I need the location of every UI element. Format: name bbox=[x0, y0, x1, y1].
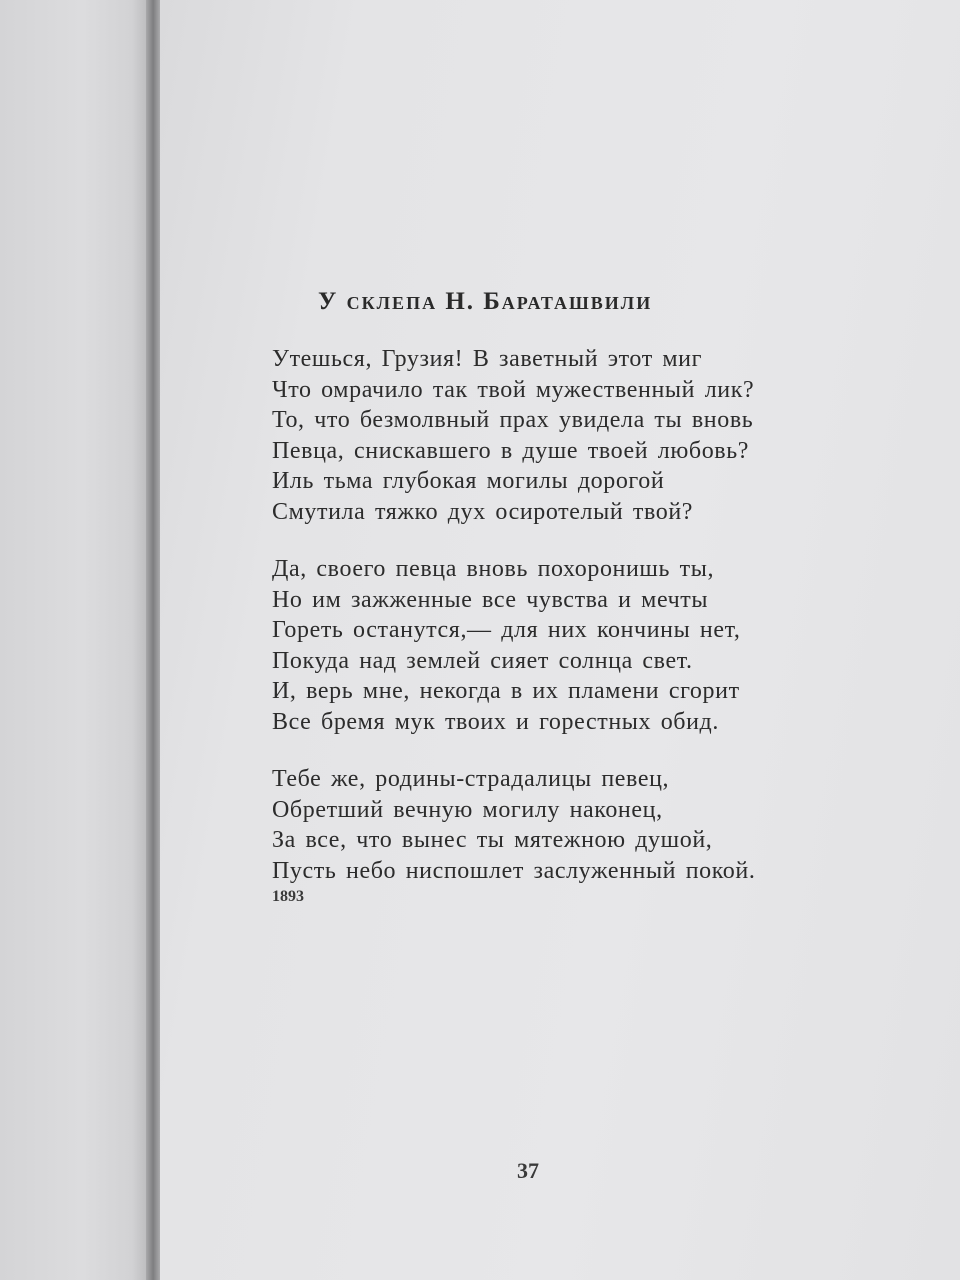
poem-line: За все, что вынес ты мятежною душой, bbox=[272, 827, 713, 854]
stanza-1 bbox=[272, 344, 754, 528]
poem-title: У склепа Н. Бараташвили bbox=[318, 288, 653, 315]
poem-line: Обретший вечную могилу наконец, bbox=[272, 796, 663, 823]
stanza-3 bbox=[272, 764, 755, 886]
poem-line: Да, своего певца вновь похоронишь ты, bbox=[272, 556, 715, 582]
left-page bbox=[0, 0, 150, 1280]
poem-line: Тебе же, родины-страдалицы певец, bbox=[272, 766, 670, 792]
poem-line: Но им зажженные все чувства и мечты bbox=[272, 586, 709, 613]
stanza-2 bbox=[272, 554, 741, 738]
poem-line: Что омрачило так твой мужественный лик? bbox=[272, 376, 755, 403]
poem-line: Иль тьма глубокая могилы дорогой bbox=[272, 468, 665, 495]
poem-line: И, верь мне, некогда в их пламени сгорит bbox=[272, 678, 740, 705]
poem-year: 1893 bbox=[272, 888, 304, 905]
poem-line: То, что безмолвный прах увидела ты вновь bbox=[272, 407, 754, 434]
poem-line: Покуда над землей сияет солнца свет. bbox=[272, 647, 693, 674]
poem-line: Смутила тяжко дух осиротелый твой? bbox=[272, 498, 694, 525]
poem-line: Гореть останутся,— для них кончины нет, bbox=[272, 617, 741, 644]
poem-line: Утешься, Грузия! В заветный этот миг bbox=[272, 346, 703, 372]
poem-line: Певца, снискавшего в душе твоей любовь? bbox=[272, 437, 750, 464]
poem-line: Пусть небо ниспошлет заслуженный покой. bbox=[272, 857, 756, 884]
page-number: 37 bbox=[517, 1158, 539, 1183]
poem-line: Все бремя мук твоих и горестных обид. bbox=[272, 708, 719, 735]
